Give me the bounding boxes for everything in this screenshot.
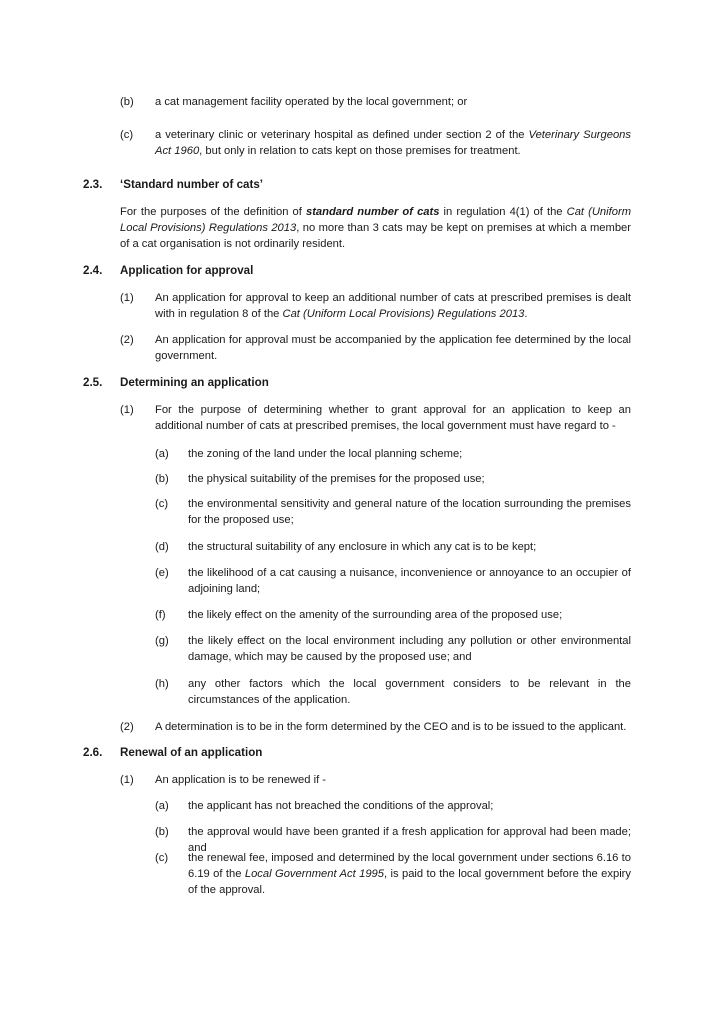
section-heading: Determining an application [120,376,269,389]
subitem-text: the likely effect on the amenity of the surrounding area of the proposed use; [188,609,563,621]
section-number: 2.3. [83,178,103,191]
item-label: (2) [120,721,134,733]
subitem-text: the structural suitability of any enclosure in which any cat is to be kept; [188,541,537,553]
subitem-label: (f) [155,609,166,621]
subitem-text: the likely effect on the local environment including any pollution or other environmental damage, which may be caused by the proposed use; and [188,635,631,663]
subitem-text: the physical suitability of the premises for the proposed use; [188,473,485,485]
subitem-text: the applicant has not breached the conditions of the approval; [188,800,494,812]
item-label: (1) [120,404,134,416]
item-text: An application for approval to keep an additional number of cats at prescribed premises is dealt with in regulation 8 of the Cat (Uniform Local Provisions) Regulations 2013. [155,292,631,320]
section-number: 2.5. [83,376,103,389]
subitem-label: (c) [155,852,169,864]
subitem-label: (b) [155,473,169,485]
subitem-label: (d) [155,541,169,553]
section-number: 2.6. [83,746,103,759]
subitem-label: (a) [155,800,169,812]
item-text: For the purpose of determining whether to grant approval for an application to keep an additional number of cats at prescribed premises, the local government must have regard to - [155,404,631,432]
subitem-text: the zoning of the land under the local planning scheme; [188,448,463,460]
item-text: A determination is to be in the form determined by the CEO and is to be issued to the applicant. [155,721,627,733]
item-text: An application for approval must be accompanied by the application fee determined by the local government. [155,334,631,362]
item-label: (c) [120,129,134,141]
item-text: An application is to be renewed if - [155,774,327,786]
subitem-text: any other factors which the local government considers to be relevant in the circumstances of the application. [188,678,631,706]
subitem-label: (a) [155,448,169,460]
item-label: (1) [120,774,134,786]
subitem-label: (c) [155,498,169,510]
item-label: (1) [120,292,134,304]
item-text: a veterinary clinic or veterinary hospital as defined under section 2 of the Veterinary Surgeons Act 1960, but only in relation to cats kept on those premises for treatment. [155,129,631,157]
subitem-text: the environmental sensitivity and general nature of the location surrounding the premises for the proposed use; [188,498,631,526]
subitem-label: (b) [155,826,169,838]
section-text: For the purposes of the definition of standard number of cats in regulation 4(1) of the Cat (Uniform Local Provisions) Regulations 2013, no more than 3 cats may be kept on premises at which a member of a cat organisation is not ordinarily resident. [120,206,632,250]
subitem-label: (h) [155,678,169,690]
subitem-text: the renewal fee, imposed and determined by the local government under sections 6.16 to 6.19 of the Local Government Act 1995, is paid to the local government before the expiry of the approval. [188,852,632,896]
item-label: (2) [120,334,134,346]
item-label: (b) [120,96,134,108]
section-heading: Renewal of an application [120,746,263,759]
subitem-text: the approval would have been granted if a fresh application for approval had been made; and [188,826,631,854]
subitem-text: the likelihood of a cat causing a nuisance, inconvenience or annoyance to an occupier of adjoining land; [188,567,631,595]
section-number: 2.4. [83,264,103,277]
subitem-label: (g) [155,635,169,647]
item-text: a cat management facility operated by the local government; or [155,96,468,108]
section-heading: Application for approval [120,264,254,277]
subitem-label: (e) [155,567,169,579]
section-heading: ‘Standard number of cats’ [120,178,264,191]
